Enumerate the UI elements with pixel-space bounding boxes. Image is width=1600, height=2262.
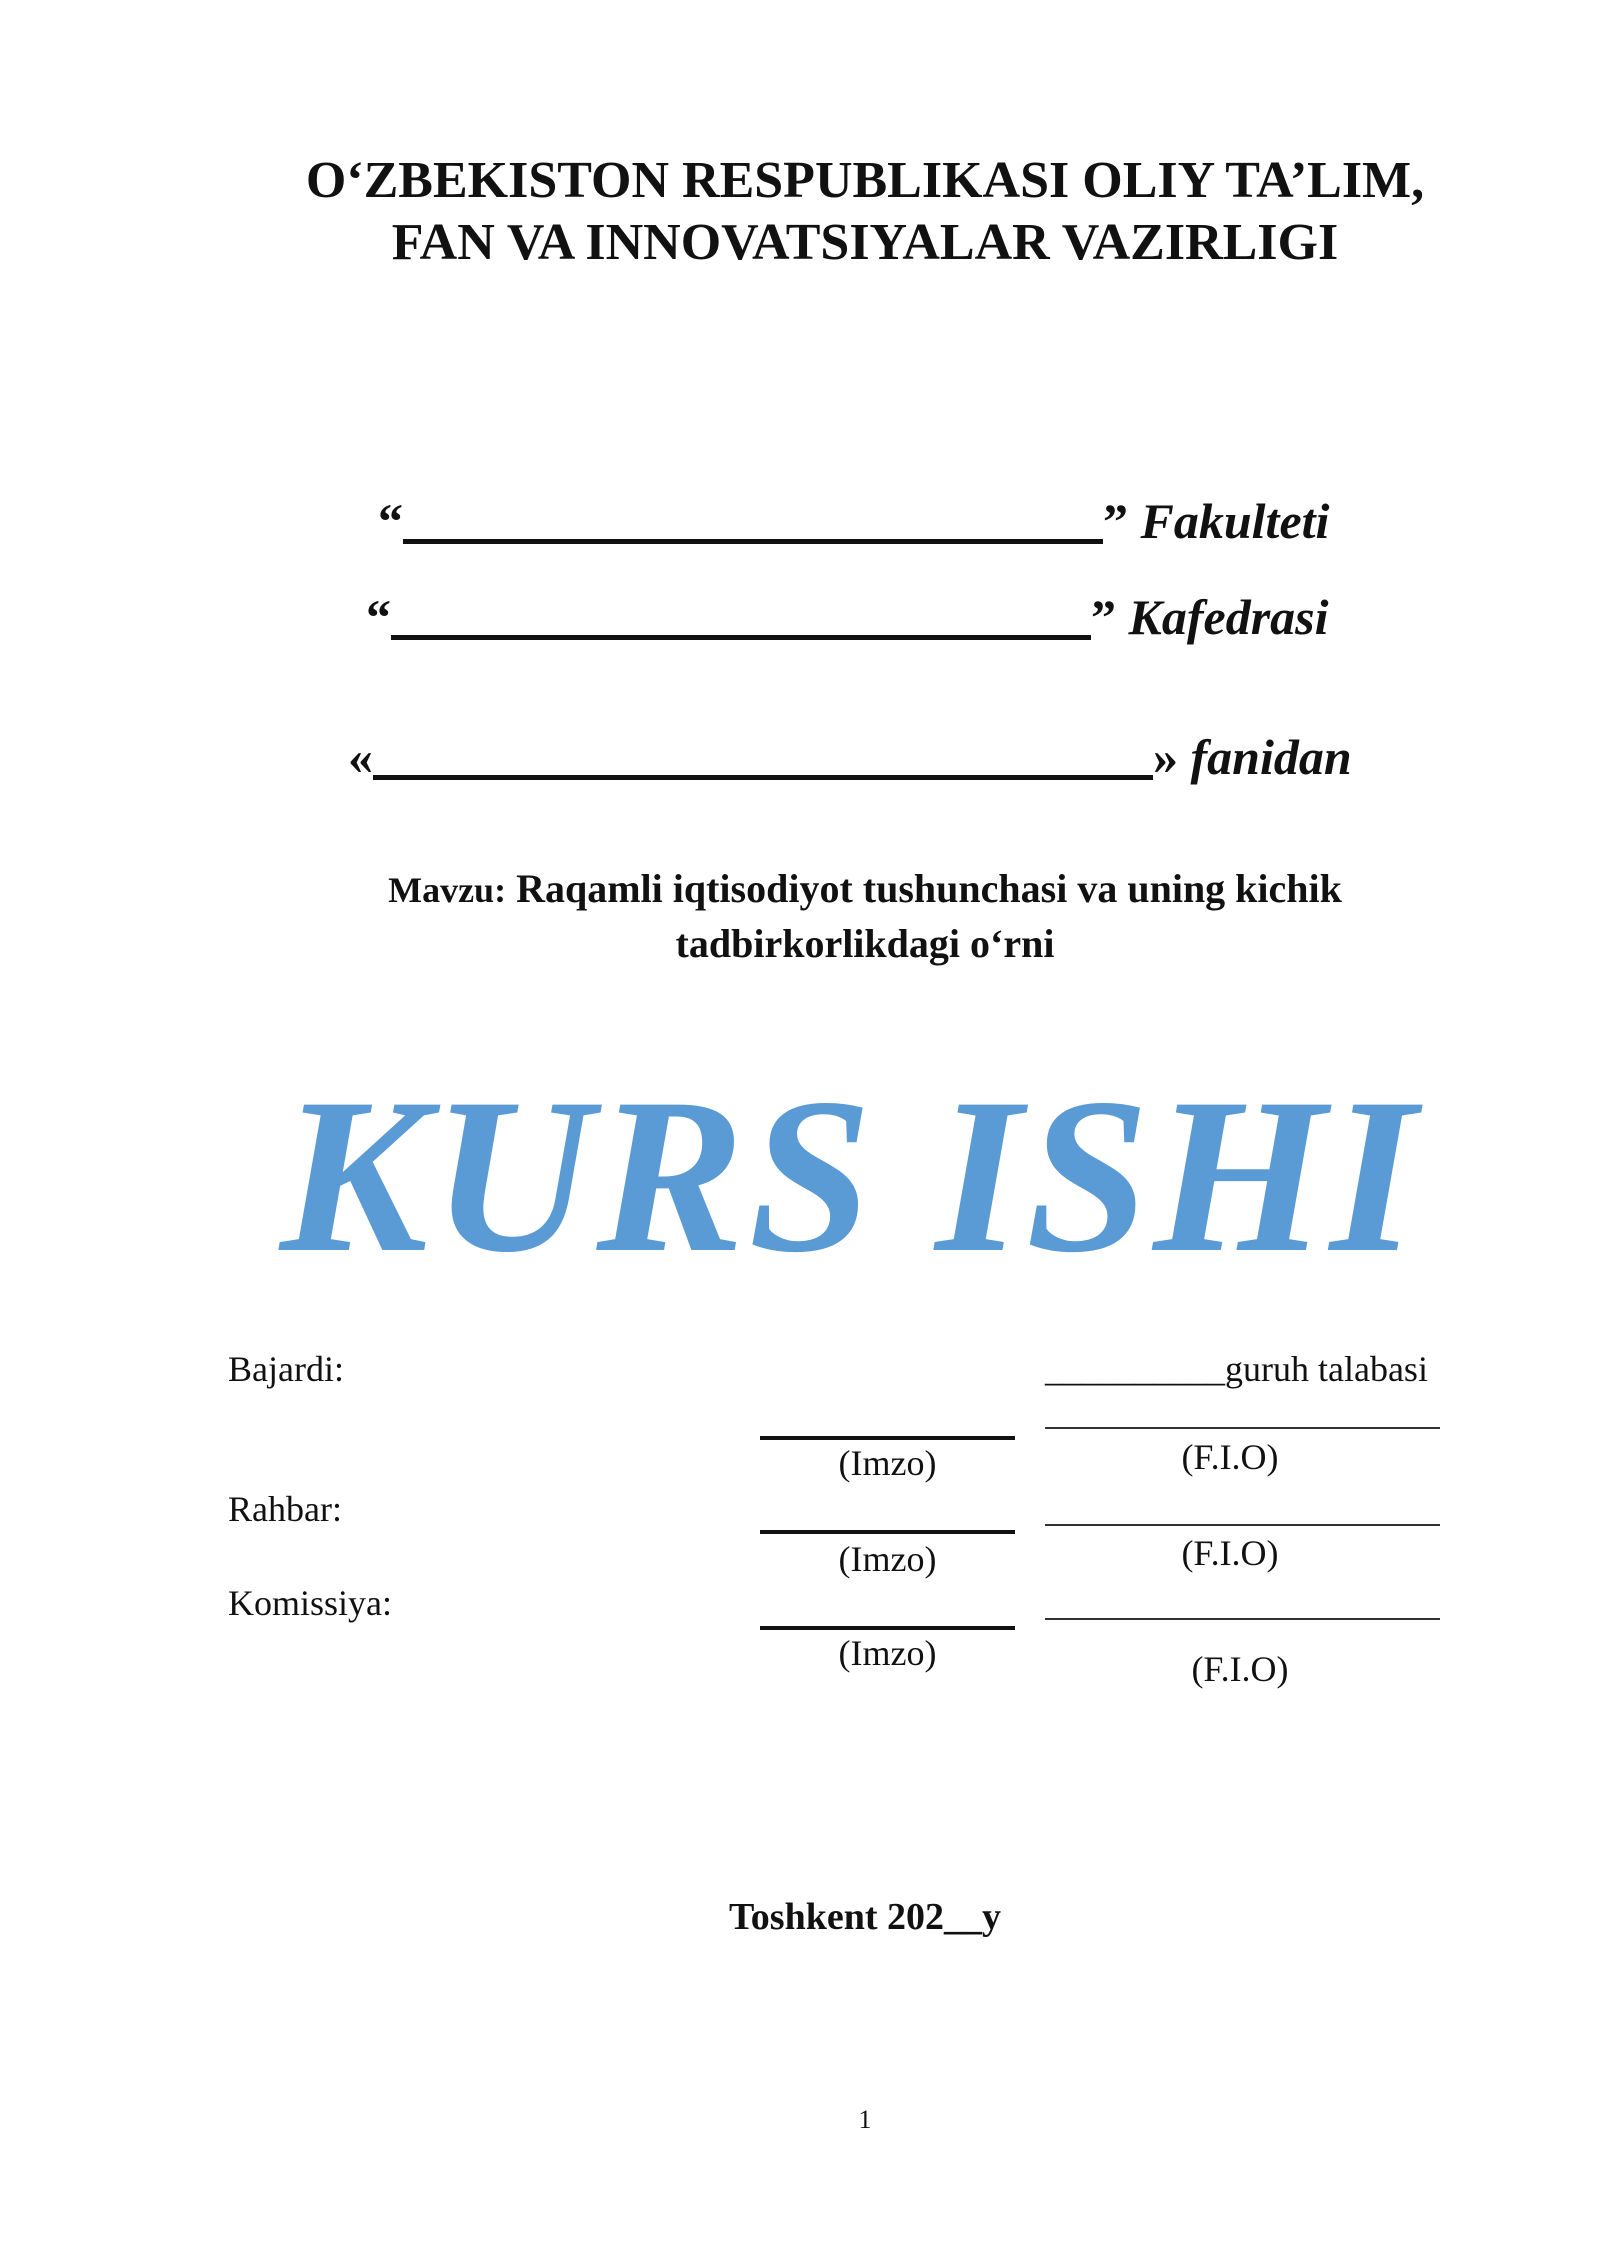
department-open-quote: “ xyxy=(366,589,391,645)
commission-name-line xyxy=(1045,1618,1440,1620)
commission-name-caption: (F.I.O) xyxy=(1191,1649,1289,1689)
subject-open-quote: « xyxy=(348,729,373,785)
commission-label: Komissiya: xyxy=(228,1583,393,1623)
commission-signature-caption: (Imzo) xyxy=(838,1633,937,1673)
department-row xyxy=(366,588,1329,646)
student-signature-caption: (Imzo) xyxy=(838,1443,937,1483)
supervisor-signature-line xyxy=(760,1530,1015,1534)
subject-label: fanidan xyxy=(1190,729,1352,785)
group-suffix: guruh talabasi xyxy=(1225,1349,1428,1389)
subject-close-quote: » xyxy=(1153,729,1178,785)
student-name-caption: (F.I.O) xyxy=(1181,1437,1279,1477)
ministry-line-1: O‘ZBEKISTON RESPUBLIKASI OLIY TA’LIM, xyxy=(305,152,1425,209)
subject-row xyxy=(348,728,1352,786)
supervisor-signature-caption: (Imzo) xyxy=(838,1539,937,1579)
faculty-blank-line xyxy=(403,539,1103,544)
page-number: 1 xyxy=(858,2105,872,2134)
department-blank-line xyxy=(391,635,1091,640)
topic-line-1: Raqamli iqtisodiyot tushunchasi va uning kichik xyxy=(516,866,1342,911)
subject-blank-line xyxy=(373,775,1153,780)
student-signature-line xyxy=(760,1436,1015,1440)
document-title: KURS ISHI xyxy=(280,1053,1421,1299)
performed-label: Bajardi: xyxy=(228,1349,344,1389)
group-student-line xyxy=(1045,1348,1428,1390)
supervisor-name-line xyxy=(1045,1524,1440,1526)
group-blank: __________ xyxy=(1045,1349,1225,1389)
city-year: Toshkent 202__y xyxy=(728,1896,1002,1938)
supervisor-name-caption: (F.I.O) xyxy=(1181,1533,1279,1573)
ministry-line-2: FAN VA INNOVATSIYALAR VAZIRLIGI xyxy=(391,214,1339,271)
topic-block xyxy=(0,862,1600,971)
faculty-row xyxy=(378,492,1329,550)
topic-label: Mavzu: xyxy=(388,870,507,910)
department-label: Kafedrasi xyxy=(1128,589,1329,645)
faculty-label: Fakulteti xyxy=(1140,493,1330,549)
commission-signature-line xyxy=(760,1626,1015,1630)
student-name-line xyxy=(1045,1427,1440,1429)
ministry-header xyxy=(0,150,1600,274)
faculty-open-quote: “ xyxy=(378,493,403,549)
supervisor-label: Rahbar: xyxy=(228,1489,342,1529)
faculty-close-quote: ” xyxy=(1103,493,1128,549)
topic-line-2: tadbirkorlikdagi o‘rni xyxy=(675,921,1055,966)
department-close-quote: ” xyxy=(1091,589,1116,645)
